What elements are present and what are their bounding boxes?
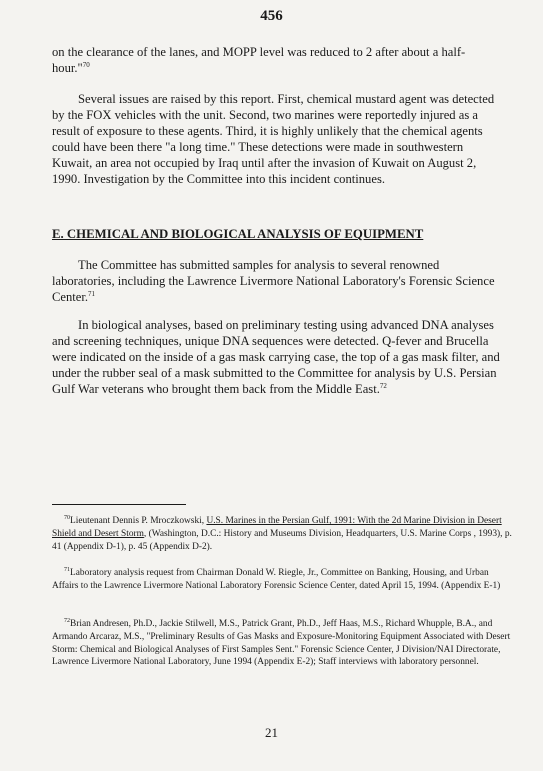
footnote-source-title: U.S. Marines in the Persian Gulf, 1991: With the 2d Marine Division in Desert Shield and Desert Storm (52, 516, 502, 539)
footnote-number: 70 (64, 514, 70, 521)
footnote-divider (52, 504, 186, 505)
paragraph-text: The Committee has submitted samples for analysis to several renowned laboratories, including the Lawrence Livermore National Laboratory's Forensic Science Center. (52, 258, 495, 304)
footnote-source-details: , (Washington, D.C.: History and Museums Division, Headquarters, U.S. Marine Corps , 1993), p. 41 (Appendix D-1), p. 45 (Appendix D-2). (52, 528, 512, 552)
paragraph-text: In biological analyses, based on preliminary testing using advanced DNA analyses and screening techniques, unique DNA sequences were detected. Q-fever and Brucella were indicated on the inside of a gas mask carrying case, the top of a gas mask filter, and under the rubber seal of a mask submitted to the Committee for analysis by U.S. Persian Gulf War veterans who brought them back from the Middle East. (52, 318, 500, 396)
footnote-text: Laboratory analysis request from Chairman Donald W. Riegle, Jr., Committee on Banking, Housing, and Urban Affairs to the Lawrence Livermore National Laboratory Forensic Science Center, dated April 15, 1994. (Appendix E-1) (52, 568, 501, 591)
paragraph-biological (52, 317, 502, 397)
footnote-number: 71 (64, 566, 70, 573)
footnote-ref-70: 70 (82, 60, 90, 69)
paragraph-issues: Several issues are raised by this report. First, chemical mustard agent was detected by the FOX vehicles with the unit. Second, two marines were reportedly injured as a result of exposure to these agents. Third, it is highly unlikely that the chemical agents could have been there "a long time." These detections were made in southwestern Kuwait, an area not occupied by Iraq until after the invasion of Kuwait on August 2, 1990. Investigation by the Committee into this incident continues. (52, 92, 495, 186)
footnote-72 (52, 618, 514, 669)
footnote-70 (52, 515, 514, 553)
footnote-text: Brian Andresen, Ph.D., Jackie Stilwell, M.S., Patrick Grant, Ph.D., Jeff Haas, M.S., Richard Whupple, B.A., and Armando Arcaraz, M.S., "Preliminary Results of Gas Masks and Exposure-Monitoring Equipment Associated with Desert Storm: Chemical and Biological Analyses of First Samples Sent." Forensic Science Center, J Division/NAI Directorate, Lawrence Livermore National Laboratory, June 1994 (Appendix E-2); Staff interviews with laboratory personnel. (52, 619, 511, 668)
footnote-number: 72 (64, 617, 70, 624)
paragraph-samples (52, 257, 502, 305)
footnote-author: Lieutenant Dennis P. Mroczkowski, (70, 516, 207, 526)
section-heading: E. CHEMICAL AND BIOLOGICAL ANALYSIS OF EQUIPMENT (52, 227, 424, 241)
footnote-ref-71: 71 (88, 289, 96, 298)
footnote-ref-72: 72 (379, 381, 387, 390)
page-number-bottom: 21 (265, 725, 278, 740)
footnote-71 (52, 567, 514, 593)
page-number-top: 456 (260, 8, 283, 24)
paragraph-continuation (52, 44, 502, 76)
paragraph-text: on the clearance of the lanes, and MOPP level was reduced to 2 after about a half-hour." (52, 45, 466, 75)
